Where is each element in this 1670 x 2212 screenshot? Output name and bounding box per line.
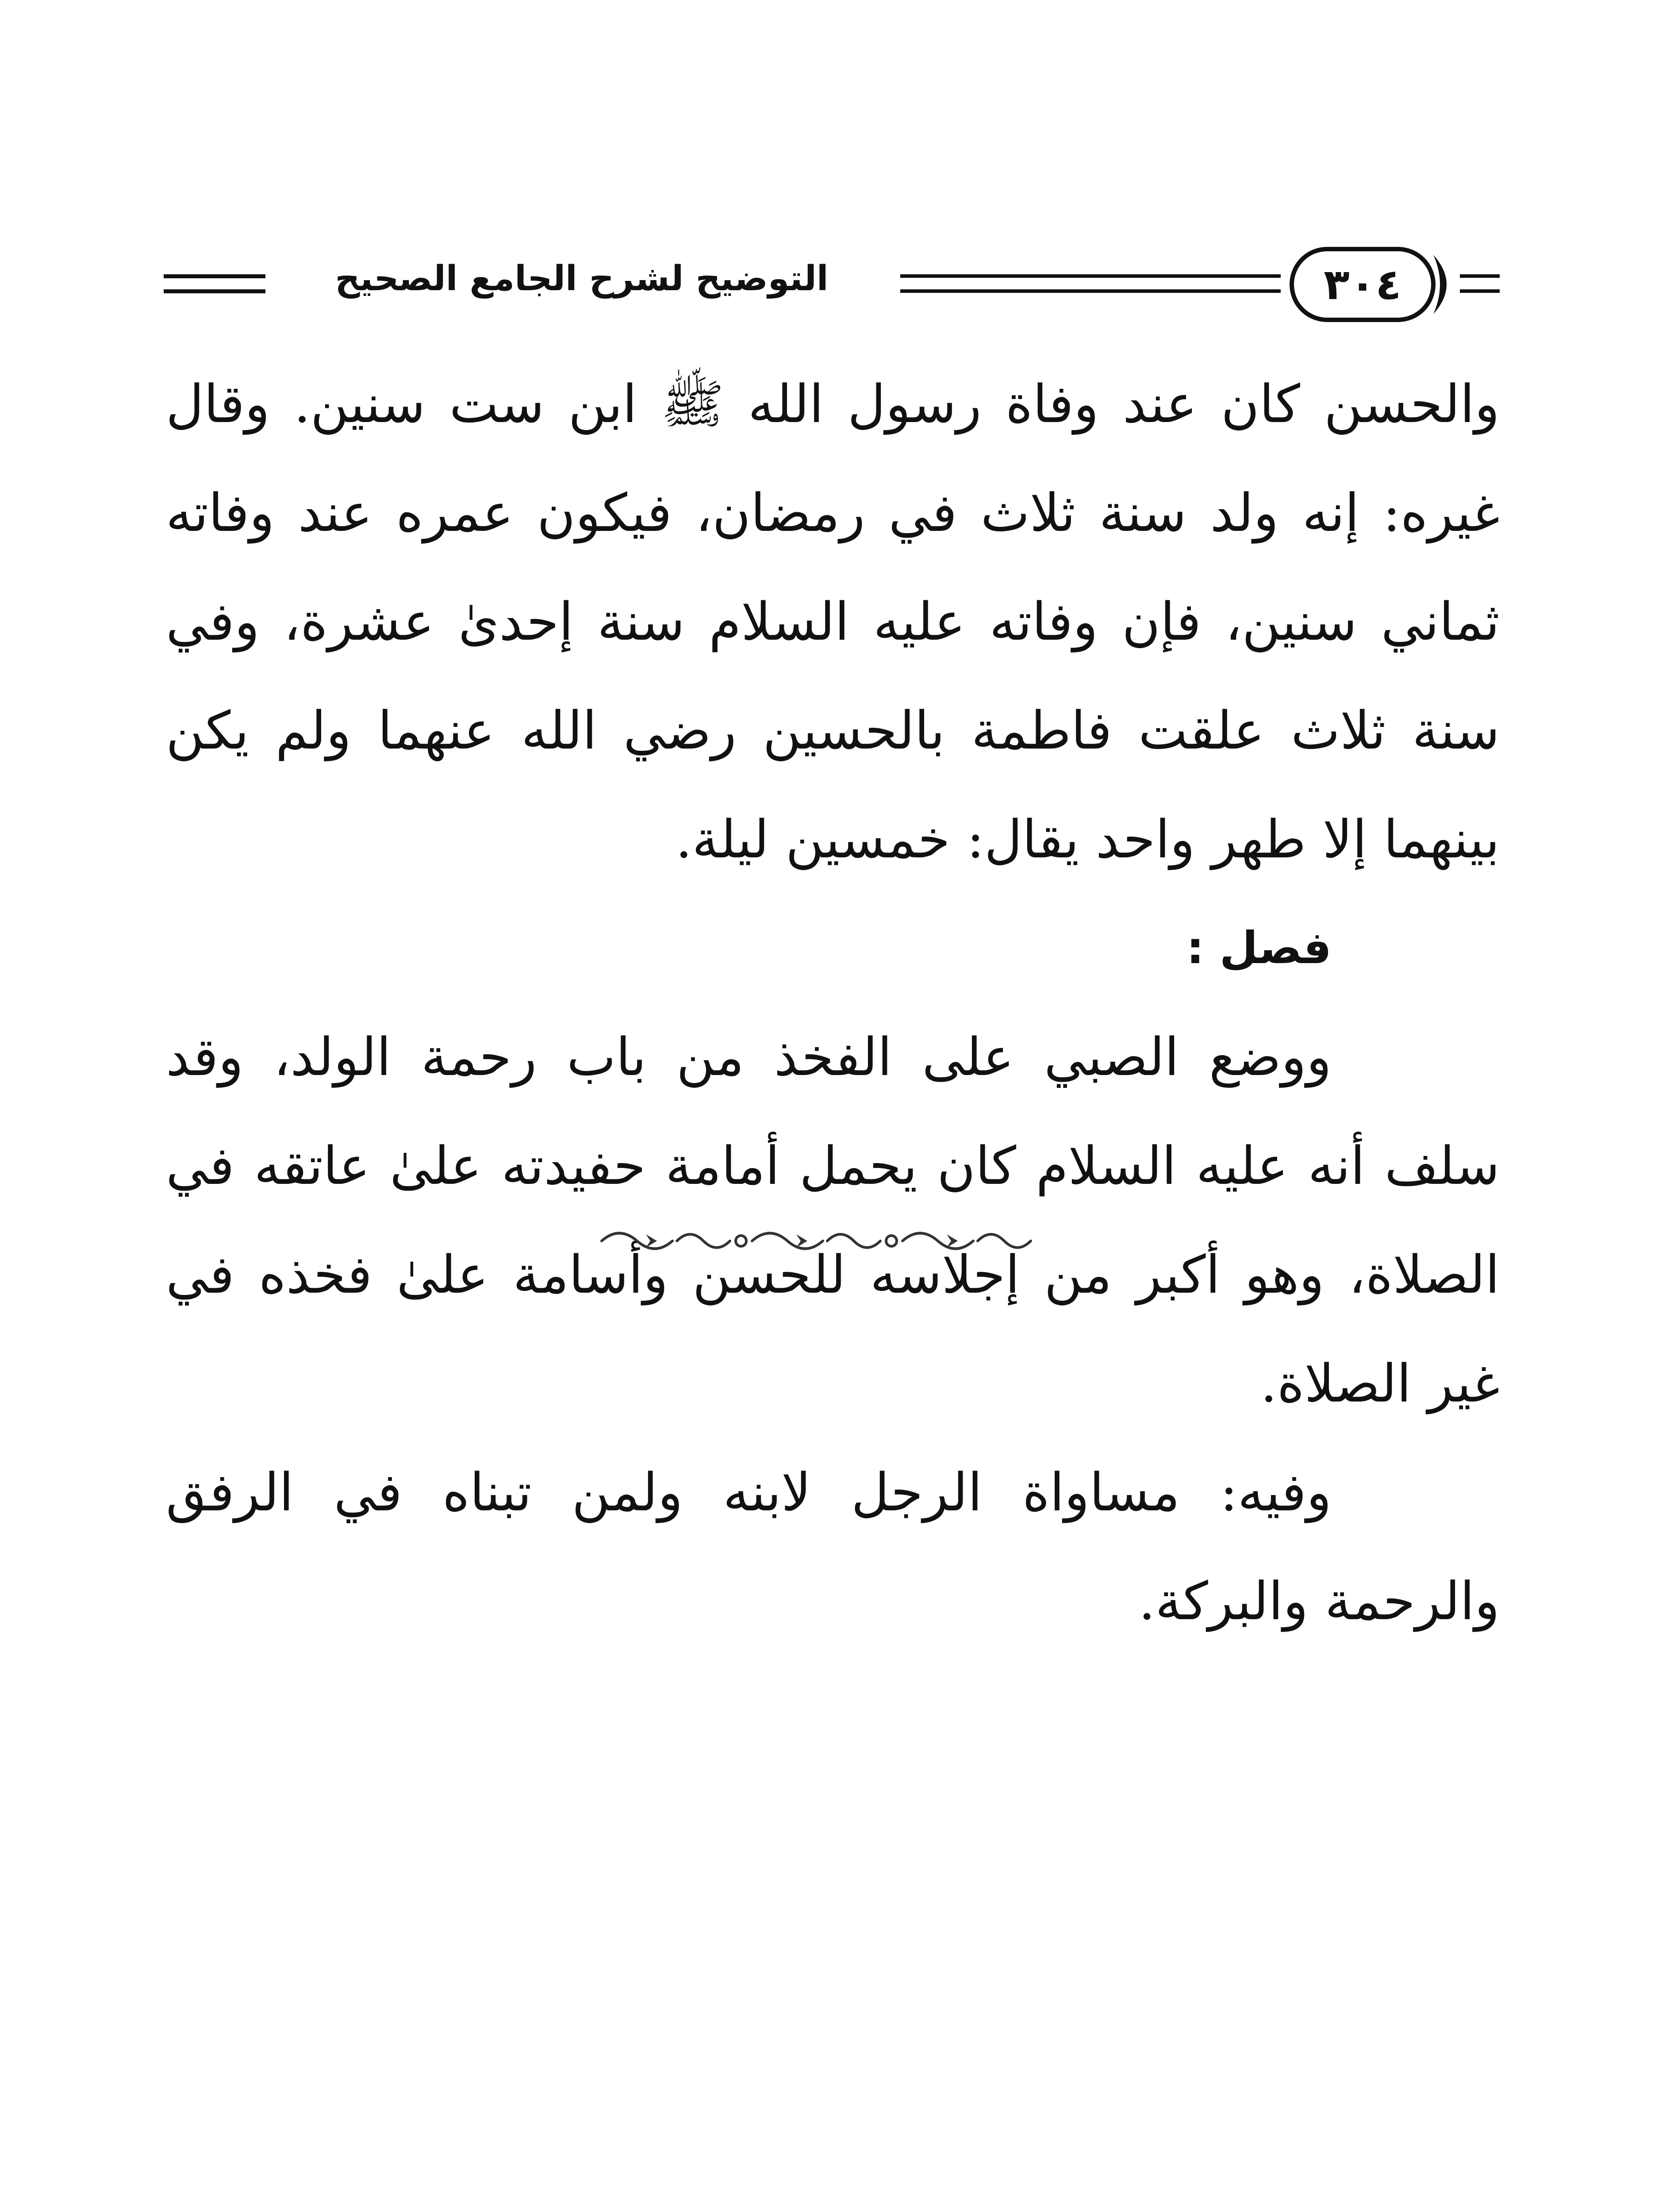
running-title: التوضيح لشرح الجامع الصحيح bbox=[335, 259, 829, 299]
crescent-ornament-icon bbox=[1433, 255, 1460, 314]
header-rule bbox=[164, 289, 265, 293]
page-body bbox=[166, 349, 1500, 1655]
paragraph: ووضع الصبي على الفخذ من باب رحمة الولد، وقد سلف أنه عليه السلام كان يحمل أمامة حفيدته علىٰ عاتقه في الصلاة، وهو أكبر من إجلاسه للحسن وأسامة علىٰ فخذه في غير الصلاة. bbox=[166, 1026, 1500, 1414]
paragraph: وفيه: مساواة الرجل لابنه ولمن تبناه في الرفق والرحمة والبركة. bbox=[166, 1462, 1500, 1632]
floral-divider-icon bbox=[593, 1221, 1044, 1261]
page-header bbox=[164, 239, 1500, 327]
header-rule bbox=[1460, 289, 1500, 293]
page-number-badge bbox=[1290, 247, 1436, 322]
header-rule bbox=[900, 289, 1281, 293]
header-rule bbox=[900, 274, 1281, 278]
page-number: ٣٠٤ bbox=[1324, 260, 1401, 309]
section-heading: فصل : bbox=[1186, 922, 1332, 974]
paragraph: والحسن كان عند وفاة رسول الله ﷺ ابن ست سنين. وقال غيره: إنه ولد سنة ثلاث في رمضان، فيكون عمره عند وفاته ثماني سنين، فإن وفاته عليه السلام سنة إحدىٰ عشرة، وفي سنة ثلاث علقت فاطمة بالحسين رضي الله عنهما ولم يكن بينهما إلا طهر واحد يقال: خمسين ليلة. bbox=[166, 373, 1500, 870]
header-rule bbox=[164, 274, 265, 278]
header-rule bbox=[1460, 274, 1500, 278]
